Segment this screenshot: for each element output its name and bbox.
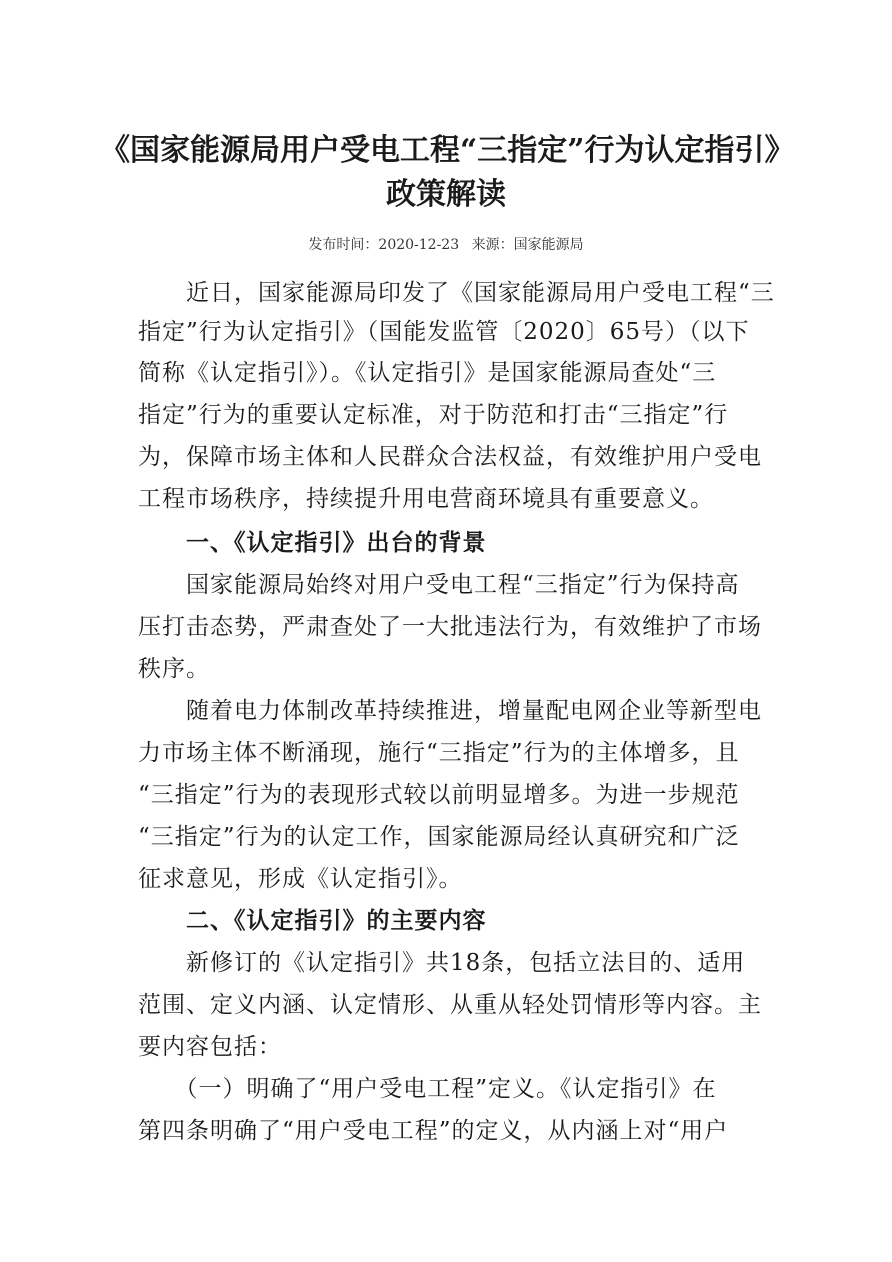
document-title-line2: 政策解读 xyxy=(386,177,506,212)
body-line: 简称《认定指引》）。《认定指引》是国家能源局查处“三 xyxy=(138,360,717,386)
body-line: 指定”行为的重要认定标准，对于防范和打击“三指定”行 xyxy=(138,402,729,428)
body-line: 范围、定义内涵、认定情形、从重从轻处罚情形等内容。主 xyxy=(138,992,762,1018)
section-heading-2: 二、《认定指引》的主要内容 xyxy=(138,907,487,934)
body-line: 国家能源局始终对用户受电工程“三指定”行为保持高 xyxy=(138,572,740,598)
body-line: 指定”行为认定指引》（国能发监管〔2020〕65号）（以下 xyxy=(138,319,750,345)
publish-time: 发布时间：2020-12-23 xyxy=(308,237,460,253)
body-line: 要内容包括： xyxy=(138,1034,282,1060)
body-line: 随着电力体制改革持续推进，增量配电网企业等新型电 xyxy=(138,698,762,724)
body-line: “三指定”行为的表现形式较以前明显增多。为进一步规范 xyxy=(138,782,740,808)
body-line: 第四条明确了“用户受电工程”的定义，从内涵上对“用户 xyxy=(138,1118,729,1144)
document-title-line1: 《国家能源局用户受电工程“三指定”行为认定指引》 xyxy=(100,133,795,168)
body-line: “三指定”行为的认定工作，国家能源局经认真研究和广泛 xyxy=(138,824,740,850)
document-meta xyxy=(0,234,892,254)
body-line: 征求意见，形成《认定指引》。 xyxy=(138,866,463,892)
body-line: 秩序。 xyxy=(138,656,210,682)
body-line: （一）明确了“用户受电工程”定义。《认定指引》在 xyxy=(138,1076,717,1102)
body-line: 近日，国家能源局印发了《国家能源局用户受电工程“三 xyxy=(138,280,775,306)
section-heading-1: 一、《认定指引》出台的背景 xyxy=(138,529,487,556)
body-line: 工程市场秩序，持续提升用电营商环境具有重要意义。 xyxy=(138,486,714,512)
source: 来源：国家能源局 xyxy=(471,237,584,253)
body-line: 为，保障市场主体和人民群众合法权益，有效维护用户受电 xyxy=(138,444,762,470)
body-line: 新修订的《认定指引》共18条，包括立法目的、适用 xyxy=(138,950,746,976)
body-line: 力市场主体不断涌现，施行“三指定”行为的主体增多，且 xyxy=(138,740,740,766)
body-line: 压打击态势，严肃查处了一大批违法行为，有效维护了市场 xyxy=(138,614,762,640)
